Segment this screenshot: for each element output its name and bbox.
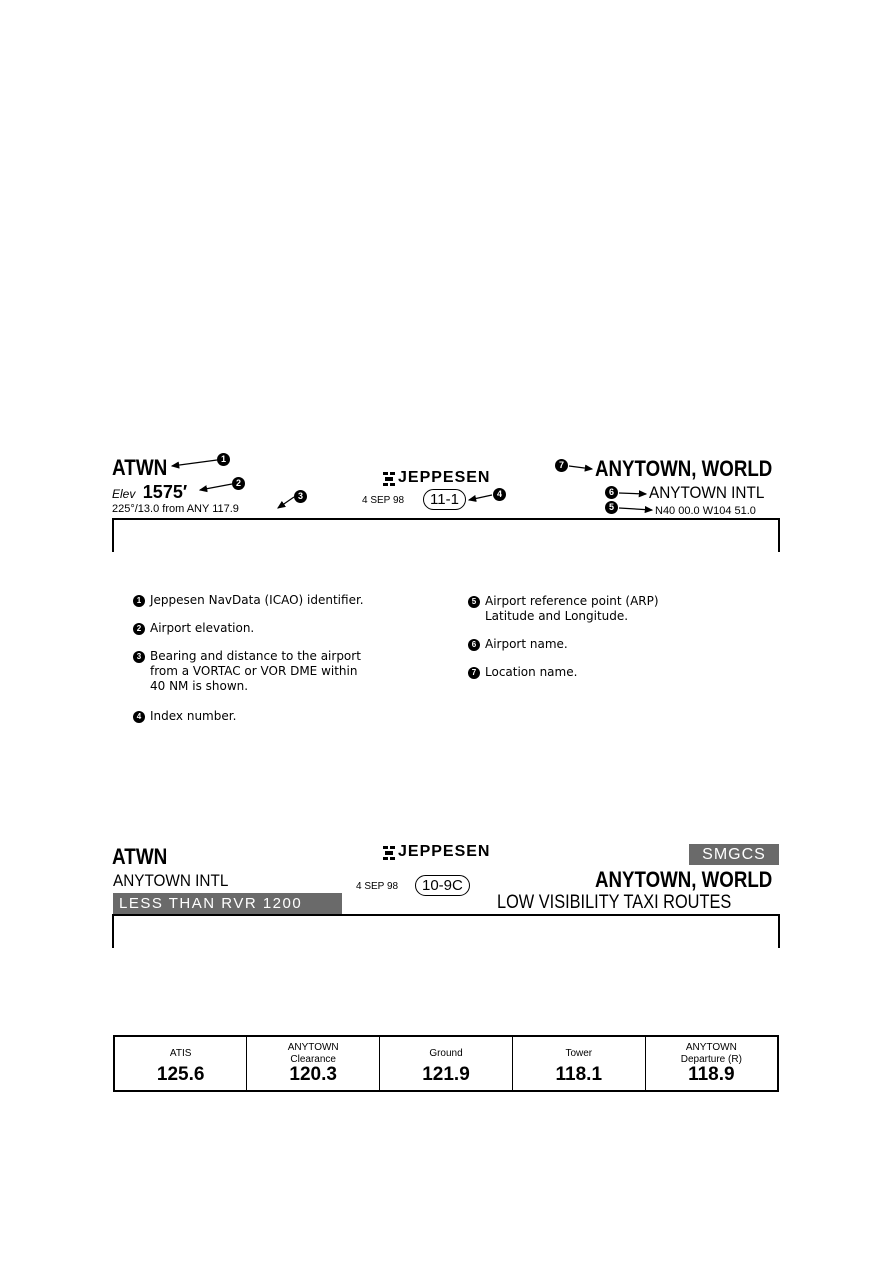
index-number-2: 10-9C — [415, 875, 470, 896]
brand-name-2: JEPPESEN — [398, 843, 491, 860]
chart-subtitle: LOW VISIBILITY TAXI ROUTES — [497, 892, 732, 913]
chart-frame-right — [778, 518, 780, 552]
callout-2: 2 — [232, 477, 245, 490]
elevation-label: Elev — [112, 487, 136, 501]
airport-name-2: ANYTOWN INTL — [113, 871, 229, 890]
chart-date: 4 SEP 98 — [362, 495, 405, 506]
callout-5: 5 — [605, 501, 618, 514]
callout-arrows-icon — [0, 0, 893, 560]
location-name: ANYTOWN, WORLD — [595, 456, 773, 481]
smgcs-badge: SMGCS — [689, 844, 779, 865]
chart2-frame-right — [778, 914, 780, 948]
bearing-distance: 225°/13.0 from ANY 117.9 — [112, 503, 239, 515]
legend-item-1: 1 Jeppesen NavData (ICAO) identifier. — [133, 593, 364, 608]
chart-frame-left — [112, 518, 114, 552]
location-name-2: ANYTOWN, WORLD — [595, 867, 773, 892]
airport-name: ANYTOWN INTL — [649, 483, 765, 502]
freq-atis: ATIS 125.6 — [156, 1048, 205, 1085]
legend-item-3: 3 Bearing and distance to the airport from a VORTAC or VOR DME within 40 NM is shown. — [133, 649, 361, 694]
freq-clearance: ANYTOWN Clearance 120.3 — [247, 1036, 380, 1091]
frequency-box — [113, 1035, 779, 1092]
freq-tower: Tower 118.1 — [512, 1036, 645, 1091]
legend-item-6: 6 Airport name. — [468, 637, 568, 652]
brand-name: JEPPESEN — [398, 469, 491, 486]
chart2-frame-left — [112, 914, 114, 948]
jeppesen-logo-icon-2 — [383, 846, 395, 860]
legend-item-4: 4 Index number. — [133, 709, 236, 724]
callout-1: 1 — [217, 453, 230, 466]
chart2-frame-top — [112, 914, 780, 916]
legend-item-7: 7 Location name. — [468, 665, 577, 680]
legend-item-2: 2 Airport elevation. — [133, 621, 254, 636]
callout-3: 3 — [294, 490, 307, 503]
rvr-banner: LESS THAN RVR 1200 — [113, 893, 342, 914]
freq-departure: ANYTOWN Departure (R) 118.9 — [645, 1036, 778, 1091]
airport-ident-2: ATWN — [112, 844, 168, 869]
airport-ident: ATWN — [112, 455, 168, 480]
arp-coordinates: N40 00.0 W104 51.0 — [655, 505, 756, 517]
callout-7: 7 — [555, 459, 568, 472]
chart-date-2: 4 SEP 98 — [356, 881, 399, 892]
legend-item-5: 5 Airport reference point (ARP) Latitude and Longitude. — [468, 594, 659, 624]
chart-frame-top — [112, 518, 780, 520]
index-number: 11-1 — [423, 489, 466, 510]
freq-ground: Ground 121.9 — [380, 1036, 513, 1091]
callout-4: 4 — [493, 488, 506, 501]
callout-6: 6 — [605, 486, 618, 499]
elevation-value: 1575′ — [142, 482, 188, 502]
